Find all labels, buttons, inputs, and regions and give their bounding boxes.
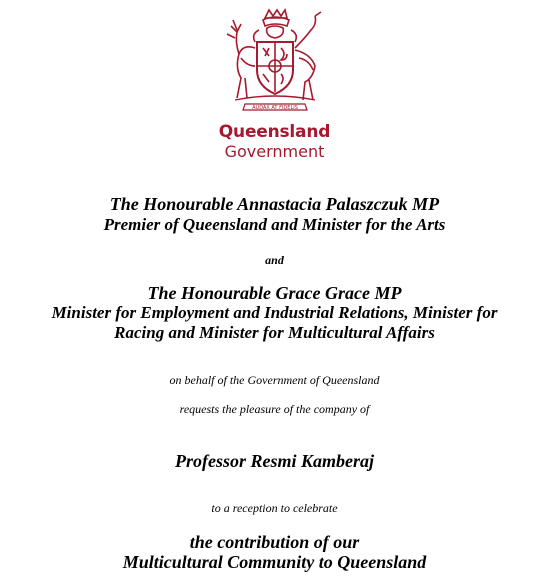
behalf-text: on behalf of the Government of Queensland [169,373,380,387]
host2-title-line2: Racing and Minister for Multicultural Affairs [114,323,435,342]
conjunction-text: and [265,253,284,267]
host2-title-line1: Minister for Employment and Industrial Relations, Minister for [51,303,498,322]
host2-name: The Honourable Grace Grace MP [147,283,402,303]
host1-name: The Honourable Annastacia Palaszczuk MP [109,194,440,214]
brand-name-line1: Queensland [218,122,331,142]
purpose-text: to a reception to celebrate [211,501,338,515]
brand-name-line2: Government [224,142,325,161]
coat-of-arms [0,8,549,120]
host1-title: Premier of Queensland and Minister for the Arts [103,215,446,234]
requests-text: requests the pleasure of the company of [179,402,370,416]
event-line1: the contribution of our [189,532,360,552]
motto-text: AUDAX AT FIDELIS [251,105,298,111]
queensland-coat-of-arms-icon [215,8,335,120]
guest-name: Professor Resmi Kamberaj [174,451,374,471]
event-line2: Multicultural Community to Queensland [122,552,427,572]
